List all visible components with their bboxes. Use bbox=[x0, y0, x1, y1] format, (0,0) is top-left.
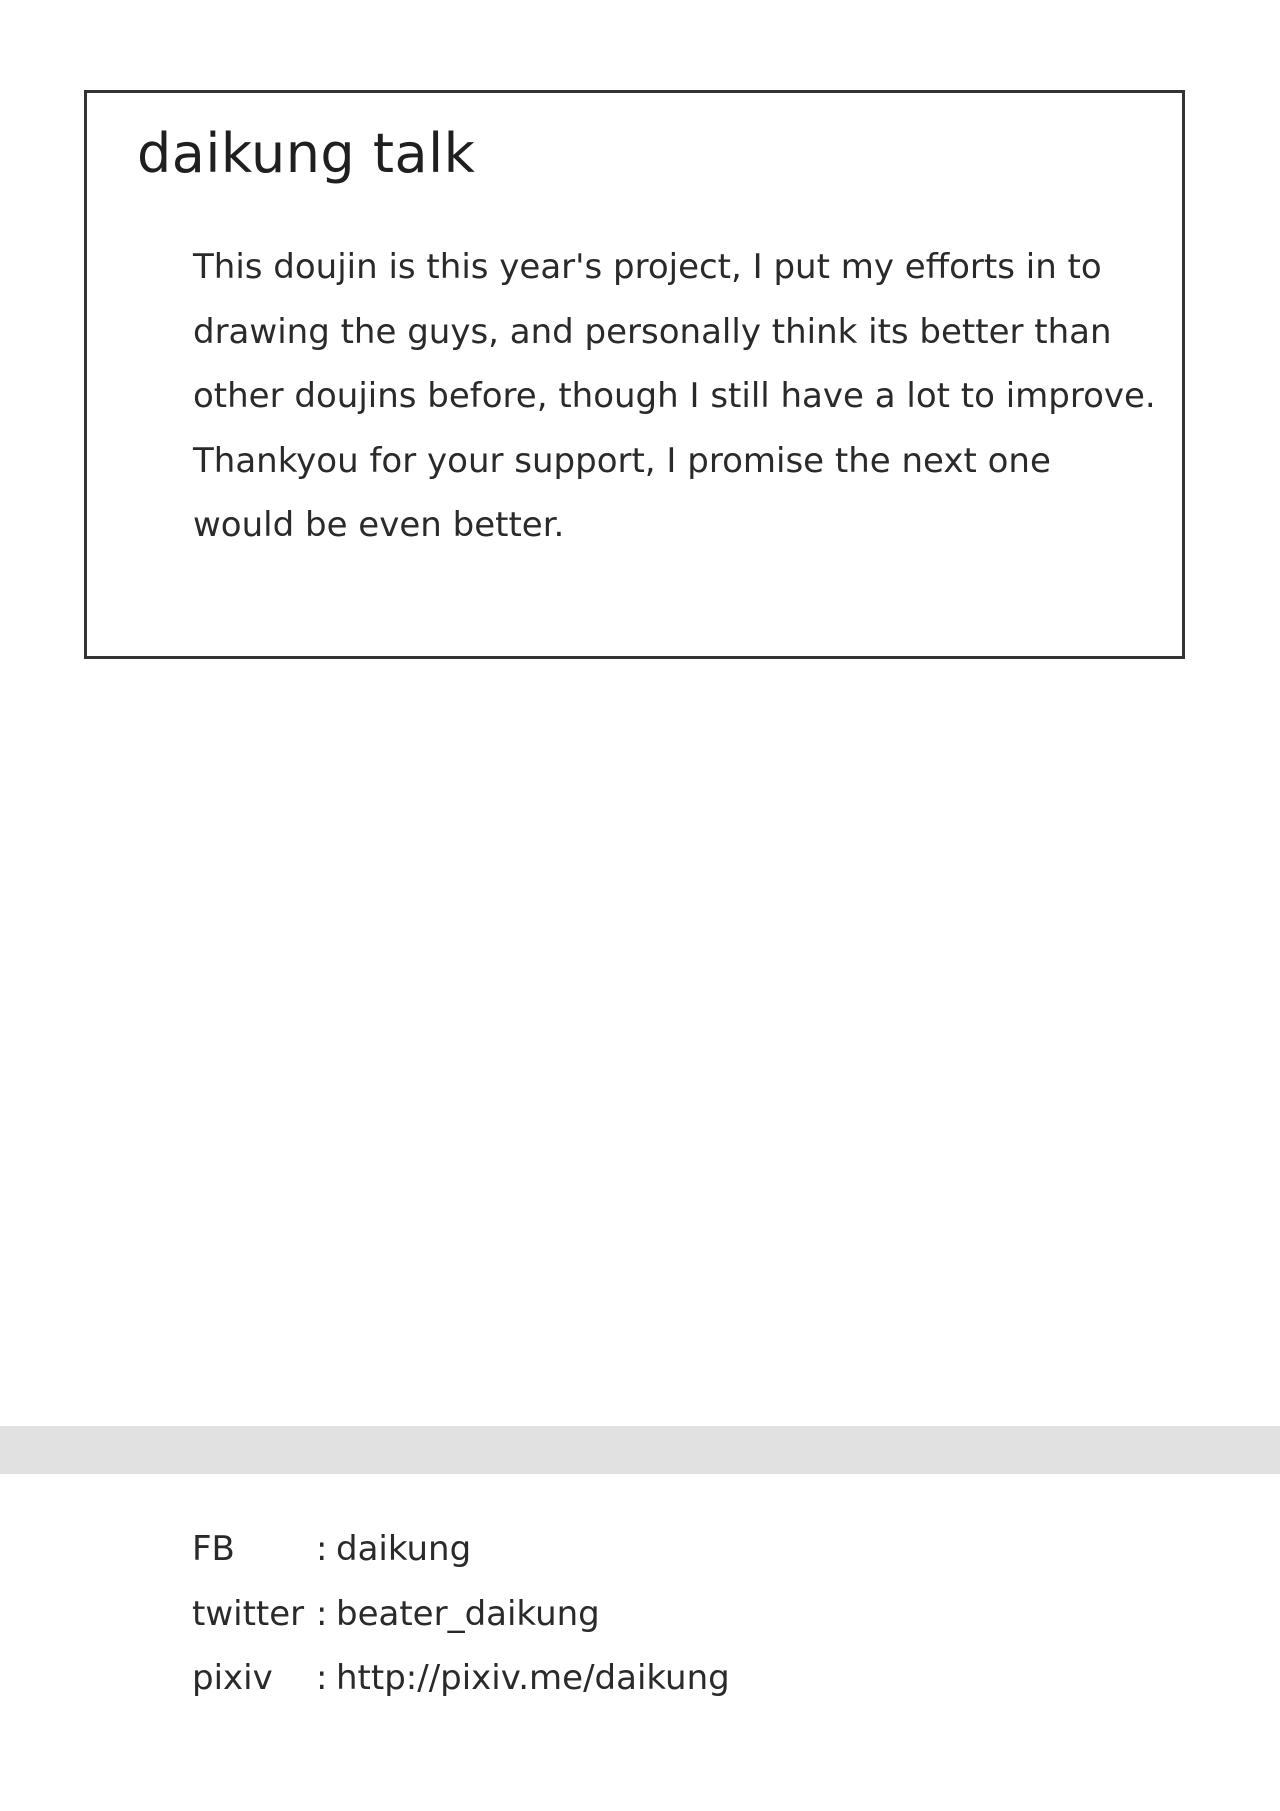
contact-value: daikung bbox=[336, 1529, 472, 1569]
contact-separator: : bbox=[316, 1593, 328, 1634]
talk-line: Thankyou for your support, I promise the next one bbox=[193, 440, 1051, 481]
contact-label: twitter bbox=[192, 1593, 305, 1634]
talk-body bbox=[193, 235, 1168, 558]
contact-value: beater_daikung bbox=[336, 1593, 600, 1634]
talk-line: would be even better. bbox=[193, 505, 565, 545]
divider-bar bbox=[0, 1426, 1280, 1474]
contact-separator: : bbox=[316, 1529, 328, 1569]
contact-label: FB bbox=[192, 1529, 235, 1569]
talk-line: This doujin is this year's project, I put my efforts in to bbox=[193, 247, 1102, 287]
contact-separator: : bbox=[316, 1658, 328, 1698]
contact-value: http://pixiv.me/daikung bbox=[336, 1658, 730, 1698]
talk-box bbox=[84, 90, 1185, 659]
talk-line: other doujins before, though I still have a lot to improve. bbox=[193, 376, 1156, 416]
talk-title: daikung talk bbox=[137, 122, 476, 185]
contact-label: pixiv bbox=[192, 1658, 273, 1698]
talk-line: drawing the guys, and personally think its better than bbox=[193, 311, 1112, 352]
